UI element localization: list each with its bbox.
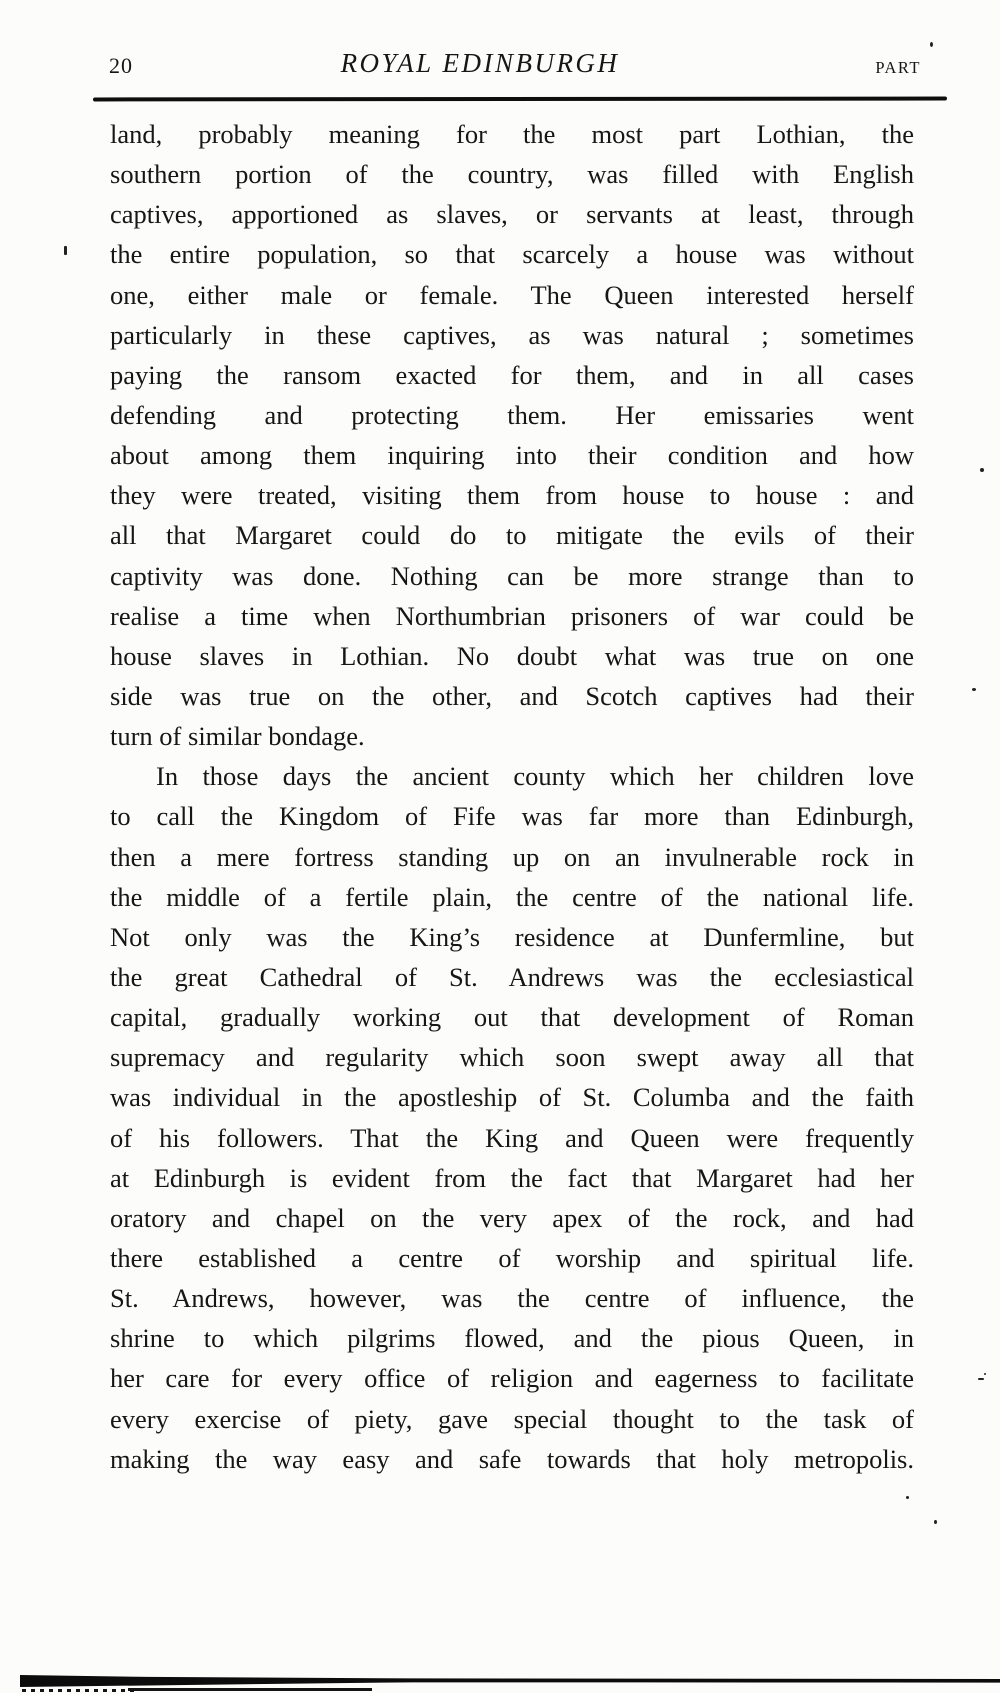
text-line: house slaves in Lothian. No doubt what was true on one [110,640,914,671]
text-line: southern portion of the country, was filled with English [110,159,914,190]
text-line: capital, gradually working out that development of Roman [110,1002,914,1033]
text-line: the great Cathedral of St. Andrews was the ecclesiastical [110,961,914,992]
page-number: 20 [109,53,133,78]
body-text [110,114,914,1479]
text-line: side was true on the other, and Scotch captives had their [110,680,914,711]
paragraph [110,114,914,756]
text-line: about among them inquiring into their condition and how [110,440,914,471]
scan-speck [980,468,984,472]
text-line: realise a time when Northumbrian prisoners of war could be [110,600,914,631]
text-line: of his followers. That the King and Queen were frequently [110,1122,914,1153]
text-line: then a mere fortress standing up on an invulnerable rock in [110,841,914,872]
text-line: captivity was done. Nothing can be more strange than to [110,560,914,591]
text-line: to call the Kingdom of Fife was far more than Edinburgh, [110,801,914,832]
text-line: Not only was the King’s residence at Dunfermline, but [110,921,914,952]
scan-speck [972,688,976,691]
scan-edge-line [128,1688,372,1691]
text-line: the middle of a fertile plain, the centre of the national life. [110,881,914,912]
scan-speck [978,1378,984,1380]
text-line: was individual in the apostleship of St. Columba and the faith [110,1082,914,1113]
scan-speck [64,246,67,255]
text-line: St. Andrews, however, was the centre of influence, the [110,1283,914,1314]
text-line: there established a centre of worship and spiritual life. [110,1242,914,1273]
text-line: her care for every office of religion and eagerness to facilitate [110,1363,914,1394]
text-line: land, probably meaning for the most part Lothian, the [110,119,914,149]
scan-edge-fringe [22,1689,134,1692]
text-line: oratory and chapel on the very apex of the rock, and had [110,1202,914,1233]
running-title: ROYAL EDINBURGH [340,48,620,78]
section-label: PART [875,58,921,77]
text-line: the entire population, so that scarcely a house was without [110,239,914,270]
text-line: defending and protecting them. Her emissaries went [110,399,914,430]
scan-edge-bar [20,1674,1000,1687]
scan-speck [906,1496,909,1499]
text-line: shrine to which pilgrims flowed, and the pious Queen, in [110,1323,914,1354]
paragraph [110,756,914,1479]
text-line: turn of similar bondage. [110,721,365,752]
text-line: supremacy and regularity which soon swept away all that [110,1042,914,1073]
text-line: all that Margaret could do to mitigate the evils of their [110,520,914,551]
text-line: captives, apportioned as slaves, or servants at least, through [110,199,914,230]
text-line: particularly in these captives, as was natural ; sometimes [110,319,914,350]
scan-speck [984,1373,986,1375]
text-line: they were treated, visiting them from house to house : and [110,480,914,511]
text-line: one, either male or female. The Queen interested herself [110,279,914,310]
text-line: at Edinburgh is evident from the fact that Margaret had her [110,1162,914,1193]
text-line: paying the ransom exacted for them, and in all cases [110,359,914,390]
header-rule [93,97,947,102]
text-line: In those days the ancient county which her children love [156,761,914,792]
scan-speck [930,42,933,47]
scan-speck [934,1520,937,1524]
text-line: every exercise of piety, gave special thought to the task of [110,1403,914,1434]
text-line: making the way easy and safe towards that holy metropolis. [110,1443,914,1474]
